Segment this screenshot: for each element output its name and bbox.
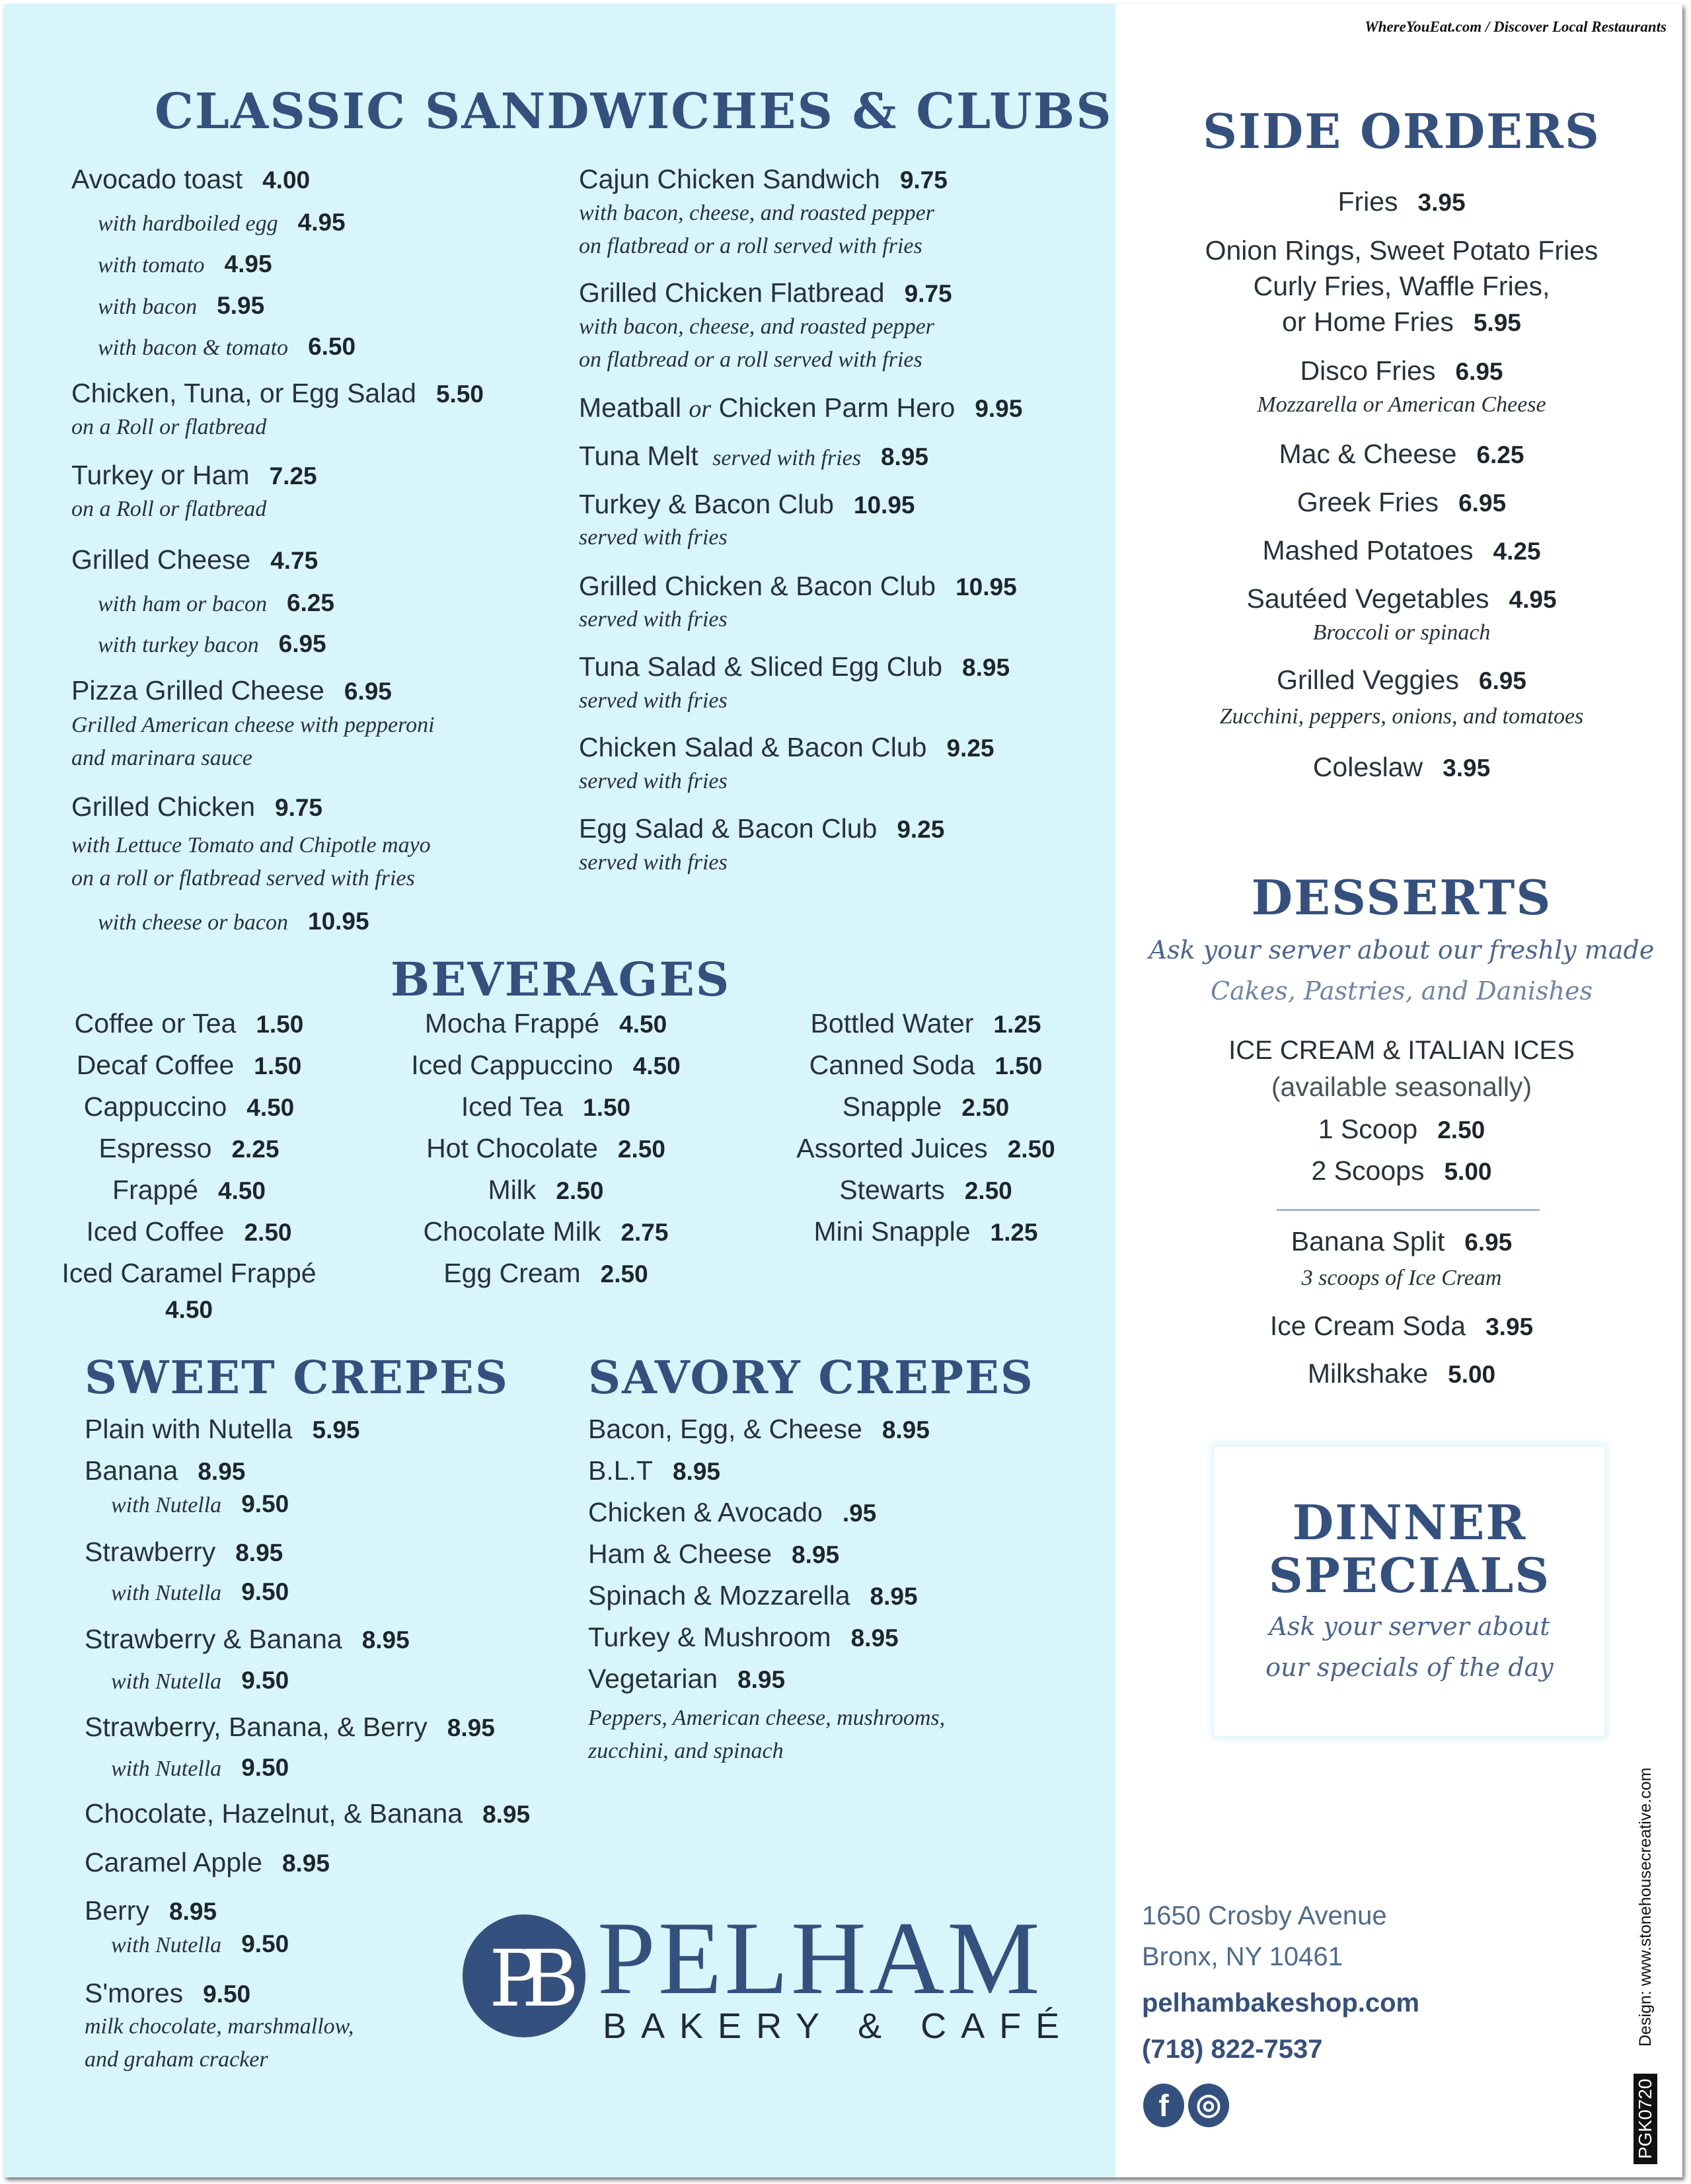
side-item-desc: Zucchini, peppers, onions, and tomatoes [1219, 704, 1584, 729]
beverage-item: Mini Snapple 1.25 [813, 1216, 1038, 1247]
beverage-item: Hot Chocolate 2.50 [426, 1133, 665, 1163]
beverages-col-3 [787, 1008, 1065, 1338]
beverage-item-price: 4.50 [165, 1296, 213, 1323]
scoop-item: 2 Scoops 5.00 [1311, 1155, 1492, 1186]
menu-item-desc: with bacon, cheese, and roasted pepper [579, 314, 934, 339]
scoop-item: 1 Scoop 2.50 [1318, 1114, 1485, 1144]
crepe-item: Chicken & Avocado .95 [588, 1497, 877, 1527]
crepe-item: B.L.T 8.95 [588, 1455, 720, 1486]
beverage-item: Canned Soda 1.50 [809, 1050, 1043, 1080]
sweet-crepes-title: SWEET CREPES [85, 1352, 509, 1404]
side-item: Greek Fries 6.95 [1296, 487, 1507, 517]
crepe-desc: Peppers, American cheese, mushrooms, [588, 1706, 946, 1730]
crepe-item: S'mores 9.50 [85, 1978, 251, 2008]
beverages-col-1 [57, 1008, 321, 1338]
menu-item: Avocado toast 4.00 [71, 164, 311, 194]
beverage-item: Iced Cappuccino 4.50 [411, 1050, 681, 1080]
beverage-item: Milk 2.50 [488, 1175, 604, 1205]
crepe-desc: zucchini, and spinach [588, 1739, 784, 1763]
dinner-specials-title-1: DINNER [1292, 1494, 1527, 1550]
dessert-desc: 3 scoops of Ice Cream [1301, 1266, 1502, 1290]
crepe-desc: milk chocolate, marshmallow, [85, 2014, 354, 2039]
crepe-subitem: with Nutella 9.50 [111, 1667, 289, 1694]
menu-item-desc: served with fries [579, 850, 728, 875]
menu-item: Tuna Salad & Sliced Egg Club 8.95 [579, 651, 1010, 682]
dessert-item: Banana Split 6.95 [1291, 1226, 1513, 1256]
menu-item: Grilled Chicken Flatbread 9.75 [579, 277, 952, 308]
menu-subitem: with hardboiled egg 4.95 [98, 209, 346, 236]
side-item-desc: Mozzarella or American Cheese [1257, 392, 1546, 417]
ice-cream-note: (available seasonally) [1271, 1072, 1532, 1102]
menu-item-desc: served with fries [579, 688, 728, 713]
beverage-item: Egg Cream 2.50 [443, 1258, 648, 1288]
side-item: Mashed Potatoes 4.25 [1262, 535, 1541, 565]
crepe-item: Caramel Apple 8.95 [85, 1847, 330, 1877]
dinner-specials-line-2: our specials of the day [1265, 1653, 1554, 1682]
side-item: Mac & Cheese 6.25 [1279, 439, 1524, 469]
dessert-item: Milkshake 5.00 [1307, 1358, 1496, 1389]
menu-subitem: with tomato 4.95 [98, 250, 272, 277]
menu-item: Pizza Grilled Cheese 6.95 [71, 675, 392, 706]
beverages-col-2 [407, 1008, 685, 1338]
desserts-tagline-1: Ask your server about our freshly made [1148, 935, 1655, 965]
crepe-item: Spinach & Mozzarella 8.95 [588, 1580, 918, 1611]
menu-item: Grilled Cheese 4.75 [71, 544, 319, 575]
savory-crepes-title: SAVORY CREPES [588, 1352, 1034, 1404]
menu-item: Meatball or Chicken Parm Hero 9.95 [579, 392, 1023, 423]
watermark: WhereYouEat.com / Discover Local Restaurants [1365, 18, 1667, 35]
crepe-subitem: with Nutella 9.50 [111, 1578, 289, 1605]
menu-subitem: with ham or bacon 6.25 [98, 589, 334, 616]
side-item: Sautéed Vegetables 4.95 [1246, 583, 1557, 614]
monogram-text: PB [488, 1933, 560, 2024]
address-line-1: 1650 Crosby Avenue [1142, 1901, 1387, 1930]
dinner-specials-line-1: Ask your server about [1269, 1612, 1550, 1641]
menu-item: Turkey & Bacon Club 10.95 [579, 489, 915, 519]
side-item: Disco Fries 6.95 [1300, 355, 1503, 386]
crepe-item: Strawberry & Banana 8.95 [85, 1624, 410, 1654]
menu-item: Grilled Chicken 9.75 [71, 791, 323, 822]
dinner-specials-title-2: SPECIALS [1268, 1547, 1551, 1603]
beverage-item: Assorted Juices 2.50 [796, 1133, 1055, 1163]
side-item: Coleslaw 3.95 [1312, 752, 1491, 782]
menu-item-desc: on a Roll or flatbread [71, 415, 267, 439]
desserts-title: DESSERTS [1251, 869, 1552, 926]
menu-item-desc: with bacon, cheese, and roasted pepper [579, 201, 934, 225]
side-orders-title: SIDE ORDERS [1203, 103, 1600, 159]
crepe-subitem: with Nutella 9.50 [111, 1490, 289, 1517]
beverage-item: Stewarts 2.50 [839, 1175, 1012, 1205]
menu-subitem: with turkey bacon 6.95 [98, 630, 326, 657]
menu-item-desc: on a roll or flatbread served with fries [71, 866, 415, 891]
brand-tagline: BAKERY & CAFÉ [603, 2006, 1074, 2046]
menu-item-desc: served with fries [579, 769, 728, 793]
crepe-item: Banana 8.95 [85, 1455, 246, 1486]
menu-item-desc: on flatbread or a roll served with fries [579, 347, 922, 372]
dessert-item: Ice Cream Soda 3.95 [1269, 1311, 1534, 1341]
dinner-specials-box [1213, 1445, 1606, 1737]
beverage-item: Snapple 2.50 [842, 1091, 1010, 1122]
beverages-title: BEVERAGES [391, 952, 731, 1007]
side-item-line: Onion Rings, Sweet Potato Fries [1205, 235, 1598, 266]
menu-item: Tuna Melt served with fries 8.95 [579, 441, 928, 471]
beverage-item: Espresso 2.25 [98, 1133, 280, 1163]
menu-item: Egg Salad & Bacon Club 9.25 [579, 813, 945, 844]
side-item-line: Curly Fries, Waffle Fries, [1253, 271, 1550, 301]
beverage-item: Decaf Coffee 1.50 [76, 1050, 302, 1080]
side-item-desc: Broccoli or spinach [1312, 620, 1491, 645]
beverage-item: Iced Tea 1.50 [461, 1091, 631, 1122]
side-item: Fries 3.95 [1337, 186, 1466, 217]
crepe-subitem: with Nutella 9.50 [111, 1754, 289, 1781]
brand-name: PELHAM [597, 1901, 1043, 2016]
menu-item: Cajun Chicken Sandwich 9.75 [579, 164, 948, 194]
menu-item: Chicken, Tuna, or Egg Salad 5.50 [71, 378, 484, 408]
side-item: or Home Fries 5.95 [1282, 307, 1521, 337]
beverage-item: Frappé 4.50 [112, 1175, 266, 1205]
menu-subitem: with bacon 5.95 [98, 292, 265, 319]
menu-page [4, 4, 1682, 2177]
menu-item: Turkey or Ham 7.25 [71, 460, 317, 490]
menu-item-desc: served with fries [579, 607, 728, 632]
menu-item: Grilled Chicken & Bacon Club 10.95 [579, 571, 1017, 601]
crepe-item: Turkey & Mushroom 8.95 [588, 1622, 899, 1652]
crepe-item: Ham & Cheese 8.95 [588, 1539, 840, 1569]
address-line-2: Bronx, NY 10461 [1142, 1942, 1343, 1971]
menu-item-desc: and marinara sauce [71, 746, 252, 770]
menu-item-desc: with Lettuce Tomato and Chipotle mayo [71, 833, 431, 857]
crepe-item: Bacon, Egg, & Cheese 8.95 [588, 1414, 930, 1444]
beverage-item: Iced Coffee 2.50 [86, 1216, 292, 1247]
crepe-subitem: with Nutella 9.50 [111, 1930, 289, 1957]
monogram-badge [463, 1914, 585, 2037]
phone-number[interactable]: (718) 822-7537 [1142, 2035, 1323, 2064]
facebook-icon[interactable]: f [1143, 2084, 1184, 2127]
crepe-desc: and graham cracker [85, 2047, 268, 2072]
beverage-item: Coffee or Tea 1.50 [74, 1008, 304, 1038]
beverage-item: Mocha Frappé 4.50 [424, 1008, 667, 1038]
ice-cream-title: ICE CREAM & ITALIAN ICES [1228, 1036, 1575, 1065]
sandwiches-title: CLASSIC SANDWICHES & CLUBS [155, 83, 1113, 140]
menu-item-desc: Grilled American cheese with pepperoni [71, 713, 435, 737]
instagram-icon[interactable]: ◎ [1188, 2084, 1229, 2127]
menu-subitem: with bacon & tomato 6.50 [98, 333, 356, 360]
beverage-item: Cappuccino 4.50 [83, 1091, 295, 1122]
crepe-item: Vegetarian 8.95 [588, 1663, 786, 1694]
crepe-item: Berry 8.95 [85, 1895, 217, 1926]
menu-item: Chicken Salad & Bacon Club 9.25 [579, 732, 995, 762]
beverage-item: Chocolate Milk 2.75 [423, 1216, 669, 1247]
website-link[interactable]: pelhambakeshop.com [1142, 1988, 1420, 2018]
menu-item-desc: served with fries [579, 525, 728, 550]
crepe-item: Plain with Nutella 5.95 [85, 1414, 360, 1444]
beverage-item: Iced Caramel Frappé [61, 1258, 317, 1288]
design-credit: Design: www.stonehousecreative.com [1636, 1767, 1655, 2047]
beverage-item: Bottled Water 1.25 [810, 1008, 1041, 1038]
menu-item-desc: on a Roll or flatbread [71, 497, 267, 521]
menu-subitem: with cheese or bacon 10.95 [98, 908, 369, 935]
desserts-tagline-2: Cakes, Pastries, and Danishes [1211, 976, 1593, 1005]
crepe-item: Strawberry, Banana, & Berry 8.95 [85, 1712, 495, 1742]
menu-item-desc: on flatbread or a roll served with fries [579, 234, 922, 258]
desserts-divider [1277, 1209, 1540, 1211]
crepe-item: Strawberry 8.95 [85, 1537, 283, 1567]
side-item: Grilled Veggies 6.95 [1277, 665, 1526, 695]
print-code: PGK0720 [1634, 2074, 1657, 2164]
crepe-item: Chocolate, Hazelnut, & Banana 8.95 [85, 1798, 531, 1829]
